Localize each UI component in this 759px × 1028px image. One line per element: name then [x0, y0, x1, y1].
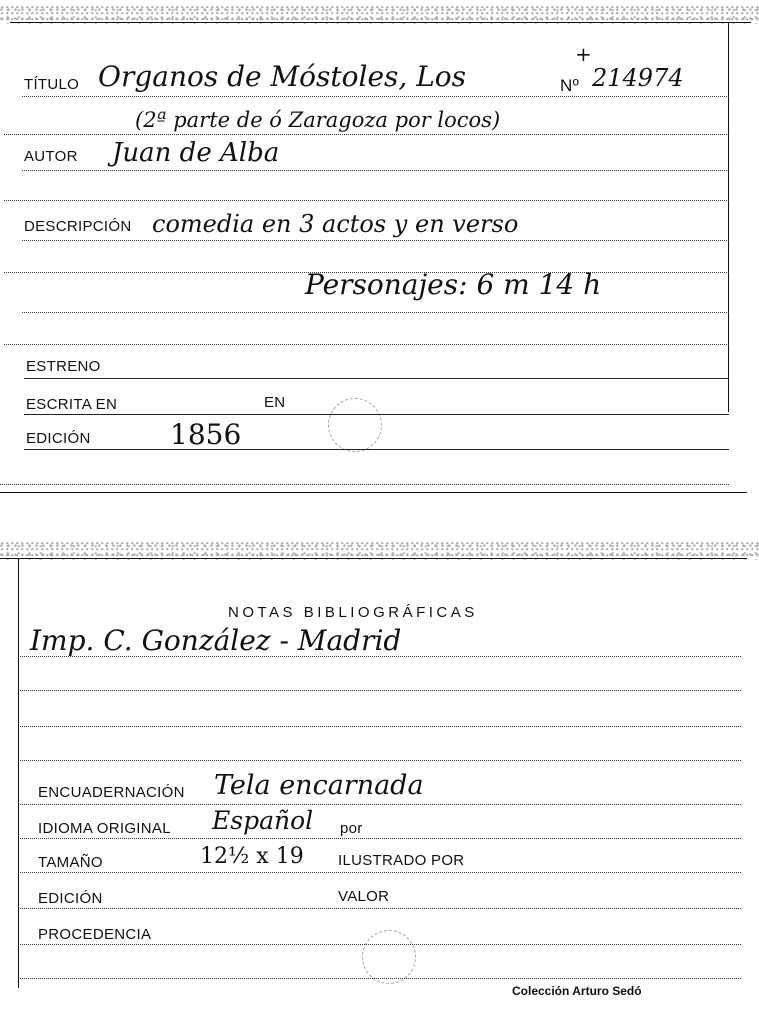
- encuadernacion-value: Tela encarnada: [214, 770, 424, 801]
- edicion-label: EDICIÓN: [26, 430, 91, 447]
- valor-label: VALOR: [338, 888, 390, 905]
- titulo-note-rule: [4, 134, 729, 135]
- autor-value: Juan de Alba: [112, 138, 280, 168]
- catalog-card-front: [0, 0, 759, 492]
- encuadernacion-rule: [20, 804, 741, 805]
- edicion-rule: [24, 449, 729, 450]
- card-right-border: [728, 22, 729, 412]
- en-label: EN: [264, 394, 286, 411]
- edicion-back-label: EDICIÓN: [38, 890, 103, 907]
- notas-rule-1: [20, 656, 741, 657]
- procedencia-label: PROCEDENCIA: [38, 926, 152, 943]
- idioma-value: Español: [212, 806, 314, 835]
- card-bottom-dotted-rule: [0, 484, 729, 485]
- idioma-rule: [20, 838, 741, 839]
- descripcion-label: DESCRIPCIÓN: [24, 218, 132, 235]
- titulo-rule: [22, 96, 729, 97]
- personajes-value: Personajes: 6 m 14 h: [305, 268, 602, 301]
- notas-heading: NOTAS BIBLIOGRÁFICAS: [228, 604, 478, 621]
- edicion-back-rule: [20, 908, 741, 909]
- por-label: por: [340, 820, 363, 837]
- stamp-circle-top: [328, 398, 382, 452]
- tamano-label: TAMAÑO: [38, 854, 103, 871]
- estreno-label: ESTRENO: [26, 358, 101, 375]
- card-cut-line: [0, 492, 747, 493]
- descripcion-value: comedia en 3 actos y en verso: [152, 210, 519, 238]
- notas-rule-4: [20, 760, 741, 761]
- ilustrado-label: ILUSTRADO POR: [338, 852, 465, 869]
- notas-rule-2: [20, 690, 741, 691]
- encuadernacion-label: ENCUADERNACIÓN: [38, 784, 185, 801]
- titulo-label: TÍTULO: [24, 76, 80, 93]
- personajes-rule: [22, 312, 729, 313]
- titulo-note: (2ª parte de ó Zaragoza por locos): [135, 108, 501, 132]
- escrita-en-label: ESCRITA EN: [26, 396, 118, 413]
- titulo-value: Organos de Móstoles, Los: [98, 60, 467, 93]
- stamp-circle-bottom: [362, 930, 416, 984]
- tamano-rule: [20, 872, 741, 873]
- estreno-rule: [24, 378, 729, 379]
- tamano-value: 12½ x 19: [200, 844, 304, 869]
- autor-label: AUTOR: [24, 148, 78, 165]
- blank-rule-3: [4, 344, 729, 345]
- card-back-left-border: [18, 558, 19, 988]
- cross-mark: +: [575, 42, 592, 66]
- card-top-border: [10, 22, 751, 23]
- card-back-top-border: [0, 558, 747, 559]
- edicion-value: 1856: [170, 418, 242, 451]
- collection-credit: Colección Arturo Sedó: [512, 984, 642, 998]
- catalog-card-back: [0, 538, 759, 1028]
- numero-label: Nº: [560, 76, 580, 95]
- notas-value: Imp. C. González - Madrid: [30, 624, 402, 657]
- blank-rule-1: [4, 200, 729, 201]
- notas-rule-3: [20, 726, 741, 727]
- numero-value: 214974: [592, 64, 684, 92]
- autor-rule: [22, 170, 729, 171]
- descripcion-rule: [22, 240, 729, 241]
- idioma-label: IDIOMA ORIGINAL: [38, 820, 171, 837]
